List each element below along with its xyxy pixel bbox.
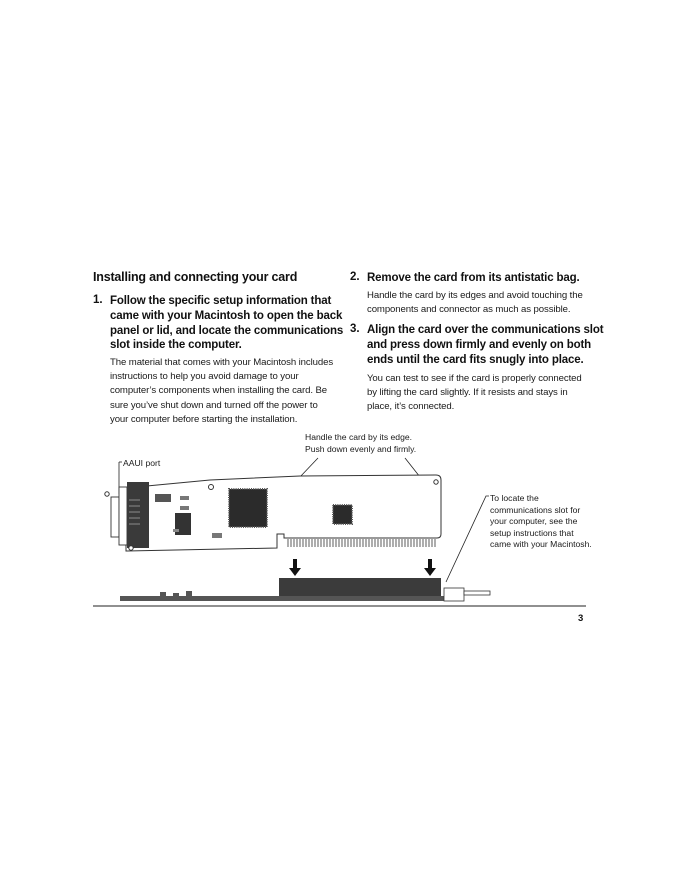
port-bracket bbox=[111, 497, 119, 537]
mounting-hole bbox=[209, 485, 214, 490]
step-3-number: 3. bbox=[350, 323, 360, 335]
small-chip bbox=[180, 506, 189, 510]
handle-leader-left bbox=[299, 458, 318, 478]
logic-board bbox=[120, 596, 445, 601]
secondary-chip bbox=[333, 505, 352, 524]
step-3-title: Align the card over the communications slot and press down firmly and evenly on both ends until the card fits snugly into place. bbox=[367, 324, 604, 366]
handle-callout: Handle the card by its edge. Push down evenly and firmly. bbox=[305, 432, 417, 454]
step-2-body: Handle the card by its edges and avoid touching the components and connector as much as possible. bbox=[367, 290, 583, 316]
screw-hole bbox=[105, 492, 109, 496]
mounting-hole bbox=[434, 480, 438, 484]
small-chip bbox=[155, 494, 171, 502]
step-1-body: The material that comes with your Macintosh includes instructions to help you avoid damage to your computer’s components when installing the card. Be sure you’ve shut down and turned off the power to your computer before starting the installation. bbox=[110, 357, 334, 425]
push-arrow-right bbox=[424, 559, 436, 576]
small-chip bbox=[212, 533, 222, 538]
push-arrow-left bbox=[289, 559, 301, 576]
step-2-title: Remove the card from its antistatic bag. bbox=[367, 272, 580, 284]
step-1-number: 1. bbox=[93, 294, 103, 306]
step-2-number: 2. bbox=[350, 271, 360, 283]
board-connector-pin bbox=[464, 591, 490, 595]
small-chip bbox=[173, 529, 179, 532]
slot-callout: To locate the communications slot for your computer, see the setup instructions that came with your Macintosh. bbox=[490, 493, 592, 550]
screw-hole bbox=[129, 546, 133, 550]
handle-leader-right bbox=[405, 458, 420, 477]
main-controller-chip bbox=[229, 489, 267, 527]
network-card bbox=[126, 475, 441, 551]
aaui-port-label: AAUI port bbox=[123, 458, 161, 468]
port-connector bbox=[127, 482, 149, 548]
page-number: 3 bbox=[578, 613, 584, 624]
aaui-port bbox=[119, 487, 127, 545]
section-title: Installing and connecting your card bbox=[93, 270, 298, 284]
board-component bbox=[186, 591, 192, 597]
board-component bbox=[160, 592, 166, 597]
board-connector bbox=[444, 588, 464, 601]
edge-connector bbox=[288, 539, 435, 547]
small-chip bbox=[180, 496, 189, 500]
step-1-title: Follow the specific setup information that came with your Macintosh to open the back panel or lid, and locate the communications slot inside the computer. bbox=[110, 295, 344, 352]
slot-leader bbox=[446, 496, 489, 582]
board-component bbox=[173, 593, 179, 597]
step-3-body: You can test to see if the card is properly connected by lifting the card slightly. If it resists and stays in place, it’s connected. bbox=[367, 373, 582, 413]
